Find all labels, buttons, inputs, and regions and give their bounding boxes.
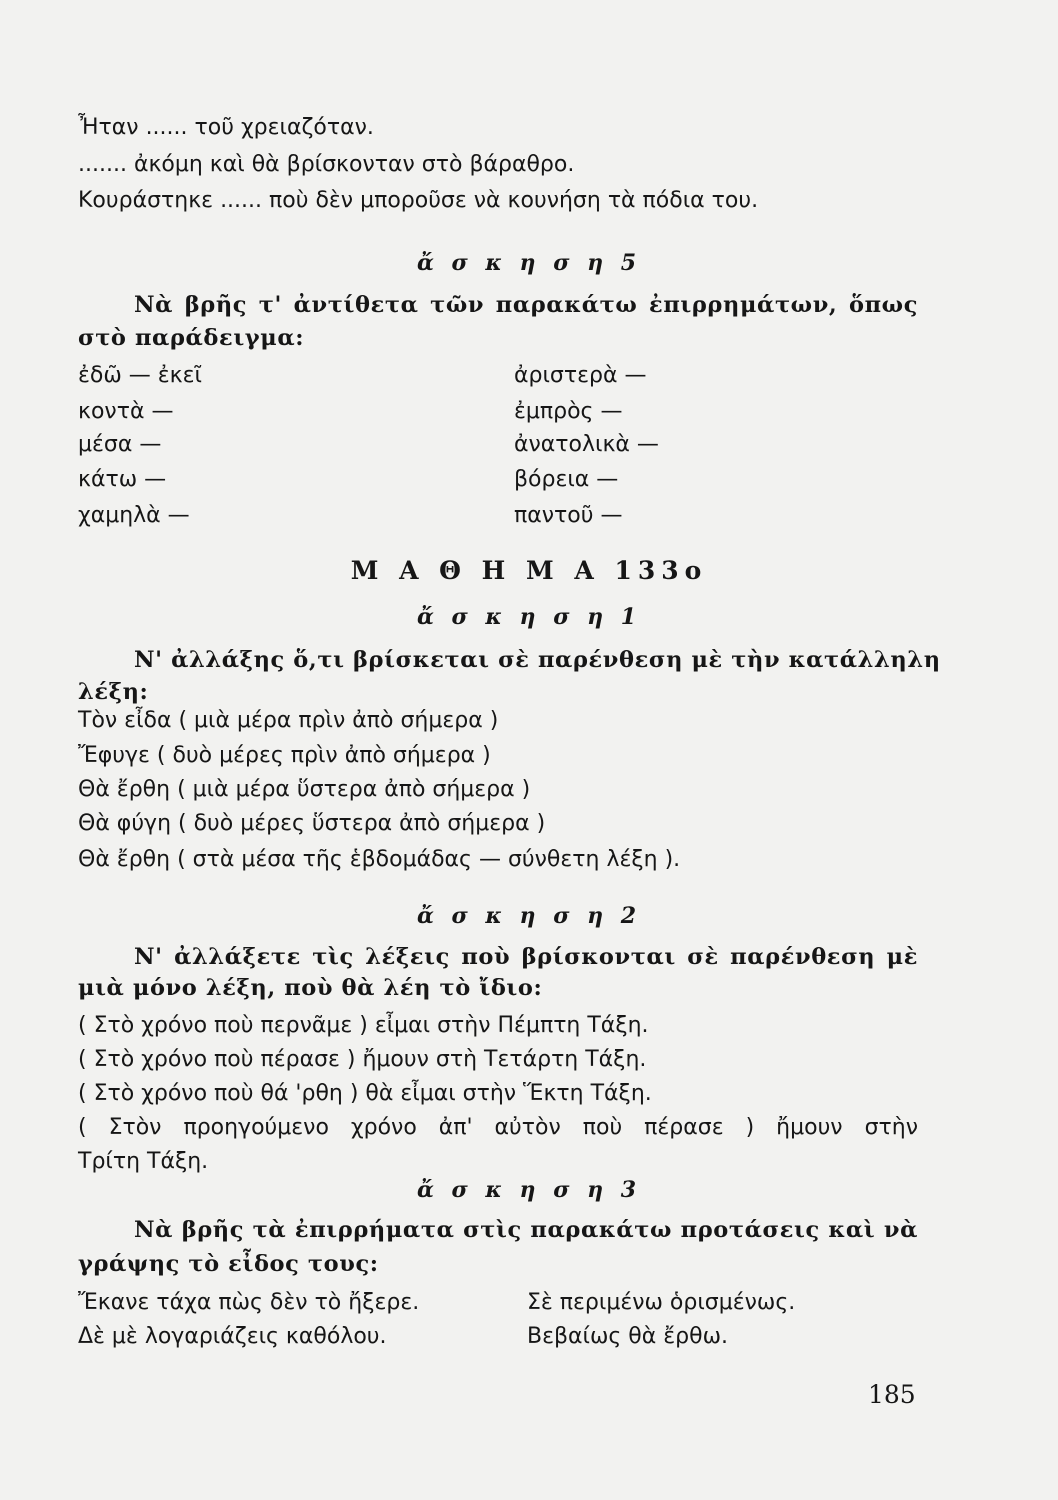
exercise-2-line: ( Στὸ χρόνο ποὺ θά 'ρθη ) θὰ εἶμαι στὴν Ἕκτη Τάξη. <box>78 1081 652 1106</box>
opposites-right-item: ἐμπρὸς — <box>514 399 623 424</box>
exercise-3-sentence: Σὲ περιμένω ὁρισμένως. <box>527 1290 796 1315</box>
exercise-2-line: Τρίτη Τάξη. <box>78 1149 209 1174</box>
opposites-right-item: παντοῦ — <box>514 503 623 528</box>
exercise-1-line: Τὸν εἶδα ( μιὰ μέρα πρὶν ἀπὸ σήμερα ) <box>78 708 499 733</box>
exercise-1-line: Θὰ φύγη ( δυὸ μέρες ὕστερα ἀπὸ σήμερα ) <box>78 811 546 836</box>
exercise-5-title: ἄ σ κ η σ η 5 <box>416 250 642 276</box>
opposites-left-item: ἐδῶ — ἐκεῖ <box>78 363 202 388</box>
exercise-5-instruction-cont: στὸ παράδειγμα: <box>78 325 305 351</box>
exercise-1-instruction-cont: λέξη: <box>78 679 149 705</box>
exercise-1-title: ἄ σ κ η σ η 1 <box>416 604 642 630</box>
exercise-2-line: ( Στὸ χρόνο ποὺ πέρασε ) ἤμουν στὴ Τετάρτη Τάξη. <box>78 1047 647 1072</box>
opposites-left-item: κάτω — <box>78 467 167 492</box>
opposites-right-item: βόρεια — <box>514 467 619 492</box>
exercise-2-instruction: Ν' ἀλλάξετε τὶς λέξεις ποὺ βρίσκονται σὲ παρένθεση μὲ <box>134 944 918 970</box>
opposites-left-item: κοντὰ — <box>78 399 174 424</box>
exercise-2-instruction-cont: μιὰ μόνο λέξη, ποὺ θὰ λέη τὸ ἴδιο: <box>78 975 543 1001</box>
exercise-3-instruction-cont: γράψης τὸ εἶδος τους: <box>78 1251 379 1277</box>
exercise-2-line: ( Στὸν προηγούμενο χρόνο ἀπ' αὐτὸν ποὺ πέρασε ) ἤμουν στὴν <box>78 1115 918 1140</box>
exercise-1-instruction: Ν' ἀλλάξης ὅ,τι βρίσκεται σὲ παρένθεση μὲ τὴν κατάλληλη <box>134 647 941 673</box>
opposites-right-item: ἀνατολικὰ — <box>514 432 659 457</box>
opposites-left-item: χαμηλὰ — <box>78 503 190 528</box>
exercise-5-instruction: Νὰ βρῆς τ' ἀντίθετα τῶν παρακάτω ἐπιρρημάτων, ὅπως <box>134 292 918 318</box>
exercise-1-line: Ἔφυγε ( δυὸ μέρες πρὶν ἀπὸ σήμερα ) <box>78 743 491 768</box>
exercise-3-sentence: Δὲ μὲ λογαριάζεις καθόλου. <box>78 1324 387 1349</box>
opposites-right-item: ἀριστερὰ — <box>514 363 647 388</box>
text-line: Ἦταν ...... τοῦ χρειαζόταν. <box>78 115 374 140</box>
text-line: ....... ἀκόμη καὶ θὰ βρίσκονταν στὸ βάραθρο. <box>78 152 575 177</box>
exercise-3-instruction: Νὰ βρῆς τὰ ἐπιρρήματα στὶς παρακάτω προτάσεις καὶ νὰ <box>134 1217 918 1243</box>
exercise-3-sentence: Ἔκανε τάχα πὼς δὲν τὸ ἤξερε. <box>78 1290 420 1315</box>
exercise-1-line: Θὰ ἔρθη ( στὰ μέσα τῆς ἑβδομάδας — σύνθετη λέξη ). <box>78 847 681 872</box>
opposites-left-item: μέσα — <box>78 432 162 457</box>
exercise-2-title: ἄ σ κ η σ η 2 <box>416 903 642 929</box>
exercise-1-line: Θὰ ἔρθη ( μιὰ μέρα ὕστερα ἀπὸ σήμερα ) <box>78 777 531 802</box>
exercise-2-line: ( Στὸ χρόνο ποὺ περνᾶμε ) εἶμαι στὴν Πέμπτη Τάξη. <box>78 1013 649 1038</box>
text-line: Κουράστηκε ...... ποὺ δὲν μποροῦσε νὰ κουνήση τὰ πόδια του. <box>78 188 759 213</box>
page-number: 185 <box>868 1380 916 1409</box>
lesson-title: Μ Α Θ Η Μ Α 133ο <box>350 556 708 585</box>
exercise-3-title: ἄ σ κ η σ η 3 <box>416 1177 642 1203</box>
exercise-3-sentence: Βεβαίως θὰ ἔρθω. <box>527 1324 728 1349</box>
